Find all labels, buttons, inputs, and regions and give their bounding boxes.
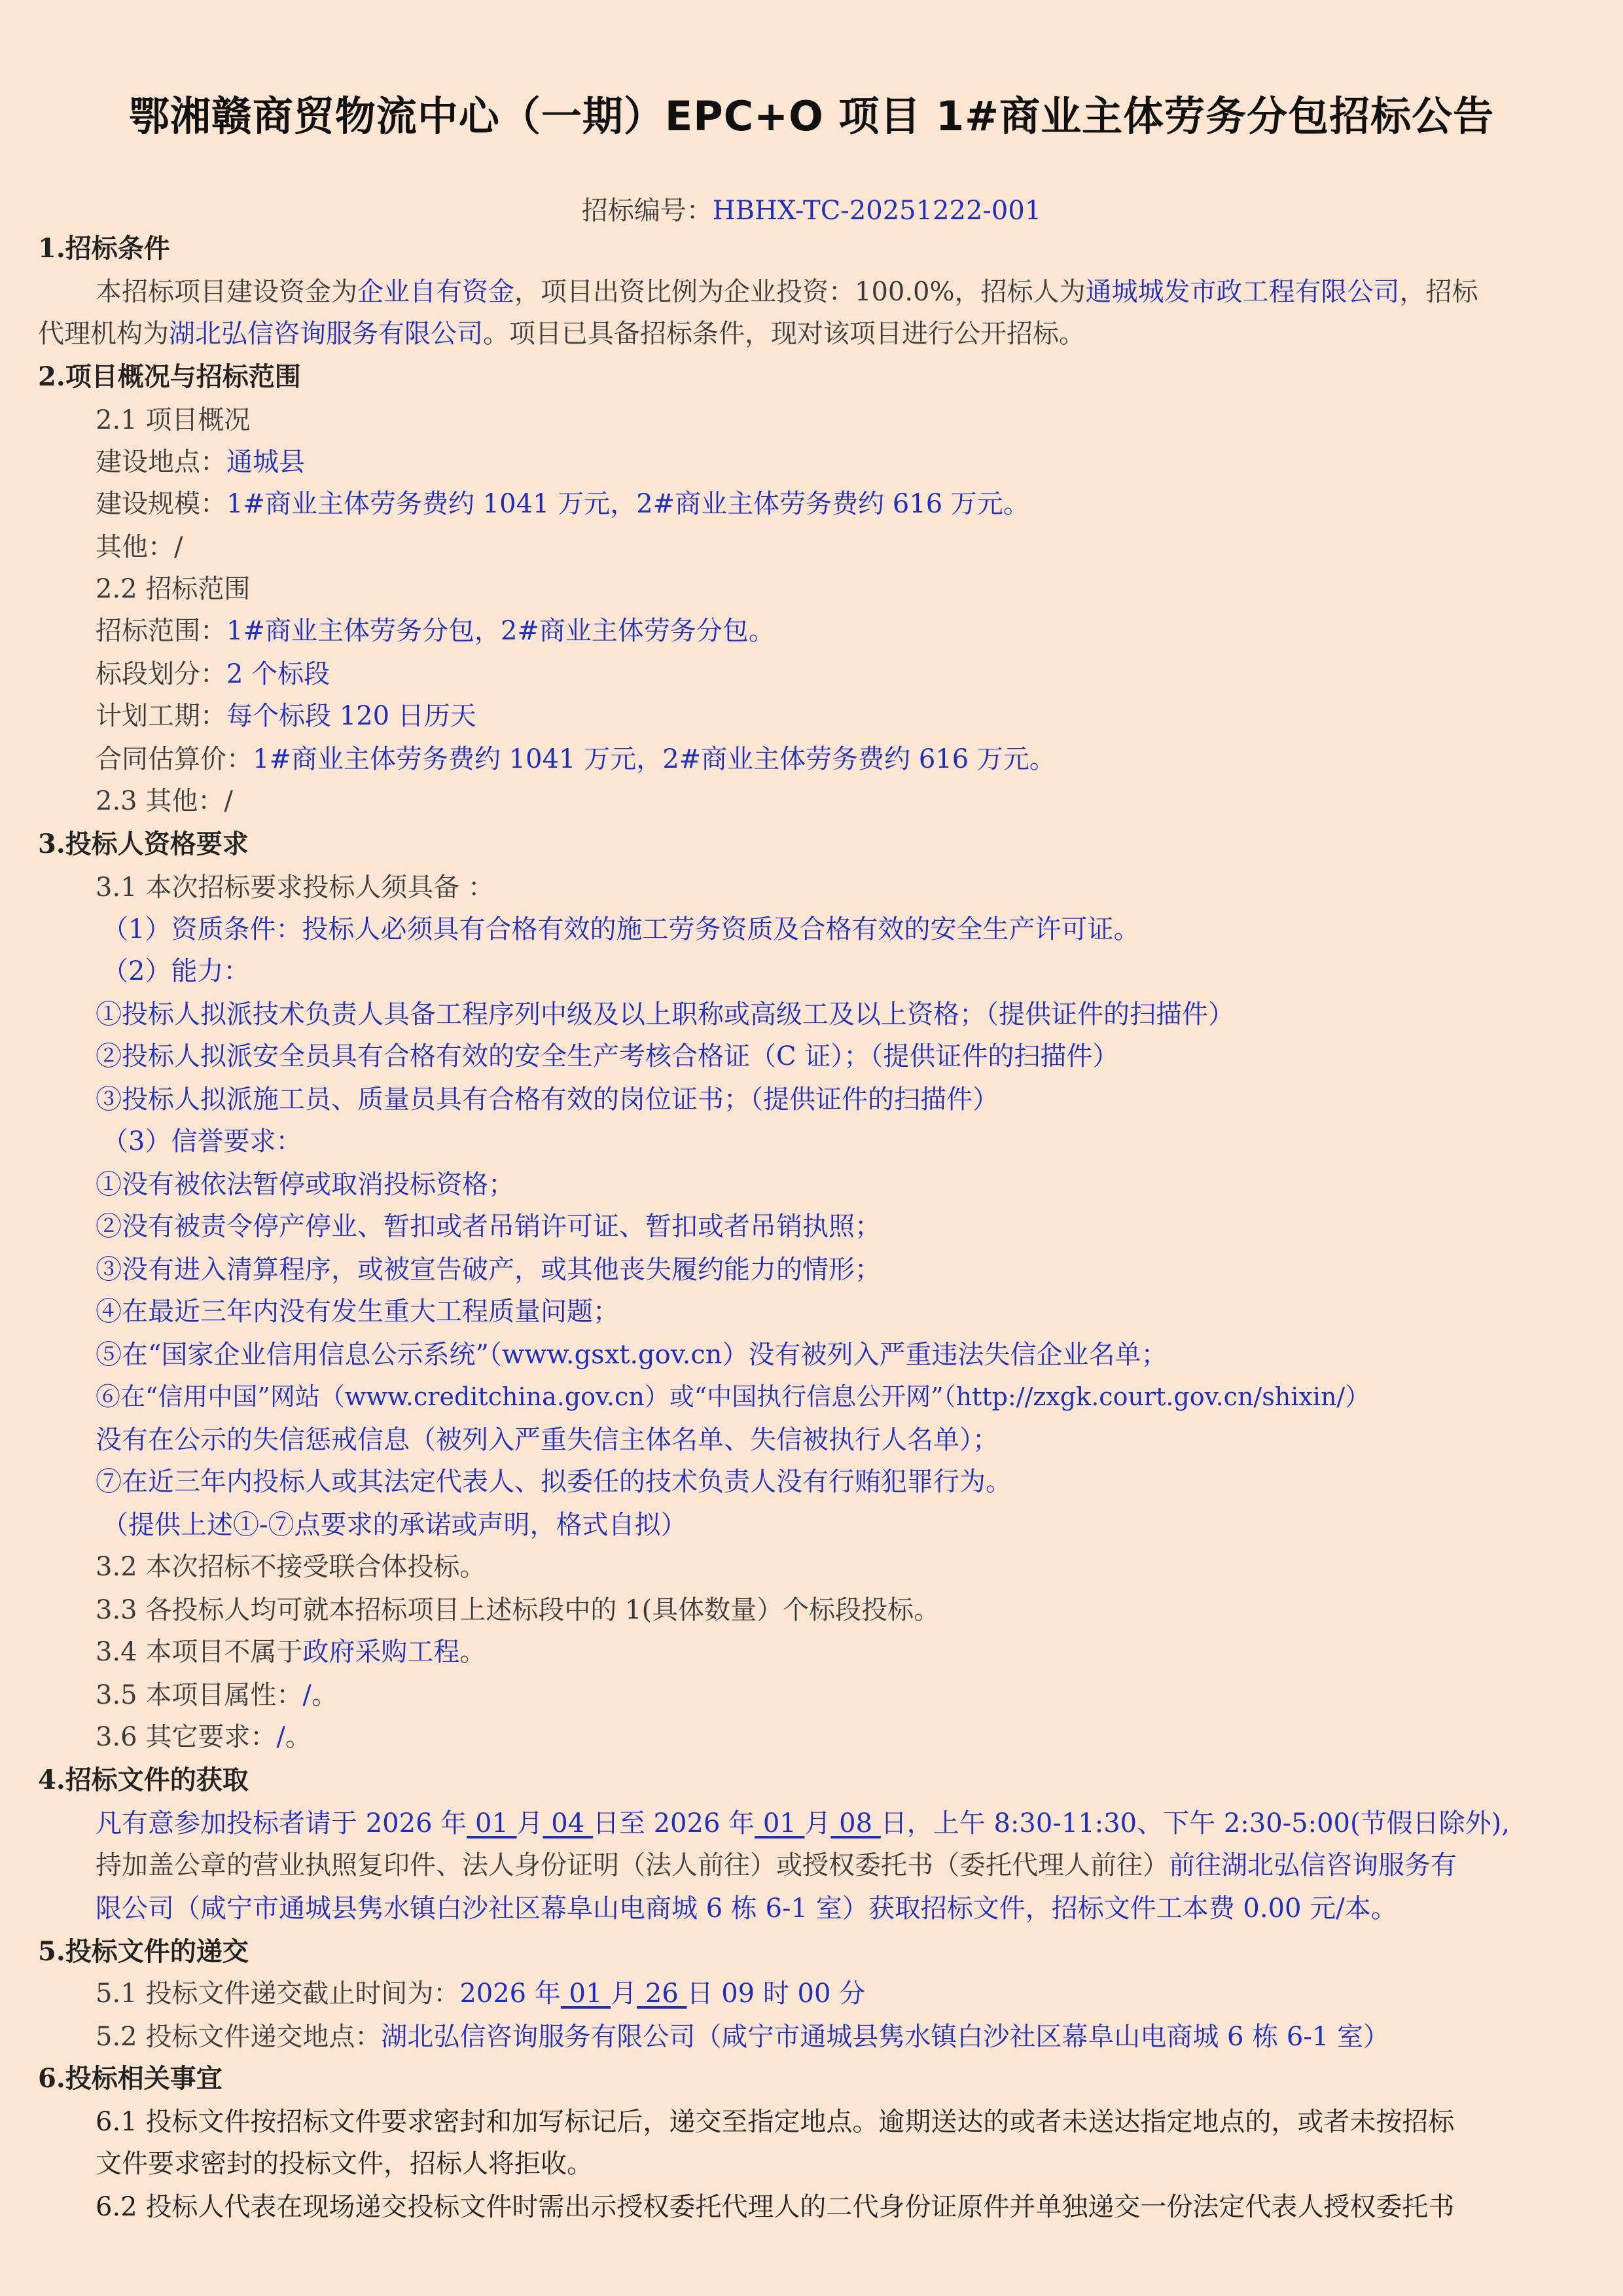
section-1-para-line-1: 本招标项目建设资金为企业自有资金，项目出资比例为企业投资：100.0%，招标人为通城城发市政工程有限公司，招标 [96, 277, 1478, 307]
section-6-2-line-1: 6.2 投标人代表在现场递交投标文件时需出示授权委托代理人的二代身份证原件并单独递交一份法定代表人授权委托书 [96, 2192, 1455, 2222]
document-acquisition-dates: 凡有意参加投标者请于 2026 年 01 月 04 日至 2026 年 01 月 08 日，上午 8:30-11:30、下午 2:30-5:00(节假日除外), [96, 1808, 1510, 1839]
tenderer-name: 通城城发市政工程有限公司 [1085, 277, 1400, 307]
section-2-heading: 2.项目概况与招标范围 [38, 361, 301, 392]
bid-number-value: HBHX-TC-20251222-001 [712, 196, 1042, 226]
credit-item-2: ②没有被责令停产停业、暂扣或者吊销许可证、暂扣或者吊销执照； [96, 1211, 881, 1242]
document-acquisition-line-2: 持加盖公章的营业执照复印件、法人身份证明（法人前往）或授权委托书（委托代理人前往）前往湖北弘信咨询服务有 [96, 1850, 1457, 1880]
bid-number [0, 190, 1623, 227]
lot-division: 标段划分：2 个标段 [96, 659, 330, 689]
bid-number-label: 招标编号： [581, 196, 713, 226]
commitment-note: （提供上述①-⑦点要求的承诺或声明，格式自拟） [102, 1510, 687, 1540]
section-2-3: 2.3 其他：/ [96, 786, 233, 816]
credit-item-5: ⑤在“国家企业信用信息公示系统”（www.gsxt.gov.cn）没有被列入严重违法失信企业名单； [96, 1340, 1168, 1370]
credit-item-3: ③没有进入清算程序，或被宣告破产，或其他丧失履约能力的情形； [96, 1255, 881, 1285]
document-acquisition-line-3: 限公司（咸宁市通城县隽水镇白沙社区幕阜山电商城 6 栋 6-1 室）获取招标文件，招标文件工本费 0.00 元/本。 [96, 1893, 1397, 1924]
section-2-1-title: 2.1 项目概况 [96, 405, 251, 435]
section-3-2: 3.2 本次招标不接受联合体投标。 [96, 1552, 486, 1582]
construction-scale: 建设规模：1#商业主体劳务费约 1041 万元，2#商业主体劳务费约 616 万元。 [96, 489, 1029, 519]
submission-location: 5.2 投标文件递交地点：湖北弘信咨询服务有限公司（咸宁市通城县隽水镇白沙社区幕阜山电商城 6 栋 6-1 室） [96, 2022, 1390, 2052]
credit-item-6-line-1: ⑥在“信用中国”网站（www.creditchina.gov.cn）或“中国执行信息公开网”（http://zxgk.court.gov.cn/shixin/） [96, 1382, 1370, 1411]
ability-item-1: ①投标人拟派技术负责人具备工程序列中级及以上职称或高级工及以上资格；（提供证件的扫描件） [96, 999, 1234, 1030]
qualification-condition: （1）资质条件：投标人必须具有合格有效的施工劳务资质及合格有效的安全生产许可证。 [102, 914, 1140, 944]
section-6-1-line-2: 文件要求密封的投标文件，招标人将拒收。 [96, 2149, 593, 2179]
section-3-3: 3.3 各投标人均可就本招标项目上述标段中的 1(具体数量）个标段投标。 [96, 1595, 940, 1625]
credit-item-4: ④在最近三年内没有发生重大工程质量问题； [96, 1297, 619, 1327]
planned-period: 计划工期：每个标段 120 日历天 [96, 701, 476, 731]
page-title: 鄂湘赣商贸物流中心（一期）EPC+O 项目 1#商业主体劳务分包招标公告 [128, 92, 1495, 140]
section-4-heading: 4.招标文件的获取 [38, 1765, 249, 1795]
tender-scope: 招标范围：1#商业主体劳务分包，2#商业主体劳务分包。 [96, 616, 775, 646]
section-3-4: 3.4 本项目不属于政府采购工程。 [96, 1637, 486, 1667]
section-3-6: 3.6 其它要求：/。 [96, 1722, 312, 1752]
other-info: 其他：/ [96, 532, 183, 562]
funding-source: 企业自有资金 [357, 277, 514, 307]
credit-heading: （3）信誉要求： [102, 1126, 302, 1157]
section-6-1-line-1: 6.1 投标文件按招标文件要求密封和加写标记后，递交至指定地点。逾期送达的或者未送达指定地点的，或者未按招标 [96, 2107, 1455, 2137]
ability-item-2: ②投标人拟派安全员具有合格有效的安全生产考核合格证（C 证）；（提供证件的扫描件） [96, 1041, 1119, 1071]
section-1-heading: 1.招标条件 [38, 233, 170, 264]
section-6-heading: 6.投标相关事宜 [38, 2063, 223, 2094]
credit-item-1: ①没有被依法暂停或取消投标资格； [96, 1170, 514, 1200]
section-3-5: 3.5 本项目属性：/。 [96, 1680, 338, 1710]
ability-item-3: ③投标人拟派施工员、质量员具有合格有效的岗位证书；（提供证件的扫描件） [96, 1085, 999, 1115]
section-3-heading: 3.投标人资格要求 [38, 829, 249, 859]
contract-estimate: 合同估算价：1#商业主体劳务费约 1041 万元，2#商业主体劳务费约 616 万元。 [96, 744, 1056, 774]
construction-location: 建设地点：通城县 [96, 447, 305, 477]
agency-name: 湖北弘信咨询服务有限公司 [169, 319, 483, 349]
section-1-para-line-2: 代理机构为湖北弘信咨询服务有限公司。项目已具备招标条件，现对该项目进行公开招标。 [38, 319, 1085, 349]
section-3-1-intro: 3.1 本次招标要求投标人须具备 ： [96, 872, 495, 903]
section-2-2-title: 2.2 招标范围 [96, 574, 251, 604]
section-5-heading: 5.投标文件的递交 [38, 1936, 249, 1967]
submission-deadline: 5.1 投标文件递交截止时间为：2026 年 01 月 26 日 09 时 00 分 [96, 1979, 866, 2009]
ability-heading: （2）能力： [102, 956, 250, 986]
credit-item-6-line-2: 没有在公示的失信惩戒信息（被列入严重失信主体名单、失信被执行人名单）； [96, 1425, 999, 1455]
credit-item-7: ⑦在近三年内投标人或其法定代表人、拟委任的技术负责人没有行贿犯罪行为。 [96, 1467, 1012, 1497]
